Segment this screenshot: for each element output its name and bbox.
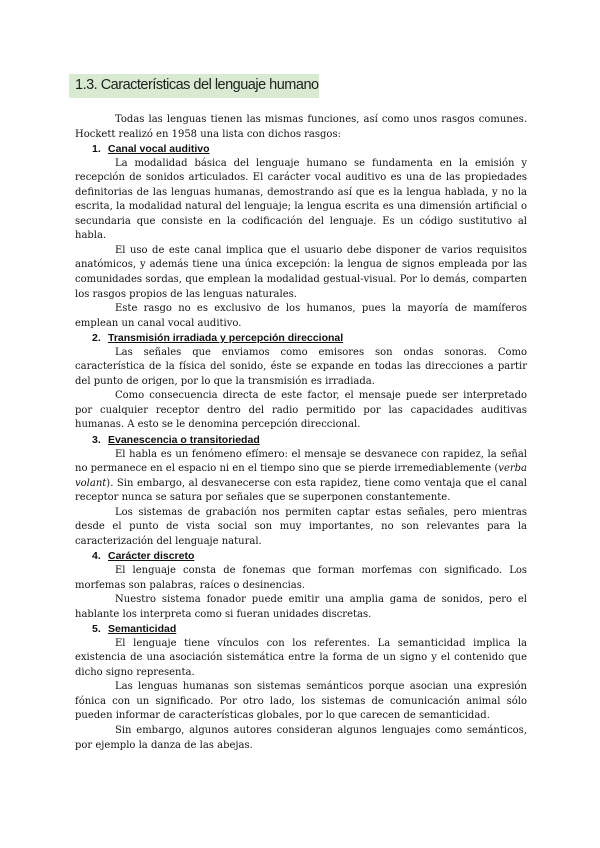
list-item-label: Evanescencia o transitoriedad: [108, 434, 260, 447]
list-item-number: 4.: [92, 550, 101, 563]
list-item-heading: [75, 142, 527, 157]
text-run: El habla es un fenómeno efímero: el mensaje se desvanece con rapidez, la señal no permanece en el espacio ni en el tiempo sino que se pierde irremediablemente (: [75, 448, 527, 475]
list-item-heading: [75, 331, 527, 346]
list-item-heading: [75, 433, 527, 448]
list-item-label: Transmisión irradiada y percepción direccional: [108, 332, 344, 345]
paragraph: Sin embargo, algunos autores consideran algunos lenguajes como semánticos, por ejemplo la danza de las abejas.: [75, 724, 527, 751]
text-run: ). Sin embargo, al desvanecerse con esta rapidez, tiene como ventaja que el canal receptor nunca se satura por señales que se superponen constantemente.: [75, 477, 527, 504]
paragraph: El uso de este canal implica que el usuario debe disponer de varios requisitos anatómicos, y además tiene una única excepción: la lengua de signos empleada por las comunidades sordas, que emplean la modalidad gestual-visual. Por lo demás, comparten los rasgos propios de las lenguas naturales.: [75, 244, 527, 300]
paragraph: Las señales que enviamos como emisores son ondas sonoras. Como característica de la física del sonido, éste se expande en todas las direcciones a partir del punto de origen, por lo que la transmisión es irradiada.: [75, 346, 527, 387]
list-item-number: 3.: [92, 434, 101, 447]
latin-phrase: verba volant: [75, 463, 528, 489]
paragraph: Como consecuencia directa de este factor, el mensaje puede ser interpretado por cualquier receptor dentro del radio permitido por las capacidades auditivas humanas. A esto se le denomina percepción direccional.: [75, 390, 527, 431]
list-item-label: Carácter discreto: [108, 550, 195, 563]
paragraph: [75, 448, 527, 506]
paragraph: Nuestro sistema fonador puede emitir una amplia gama de sonidos, pero el hablante los interpreta como si fueran unidades discretas.: [75, 594, 527, 620]
paragraph: Este rasgo no es exclusivo de los humanos, pues la mayoría de mamíferos emplean un canal vocal auditivo.: [75, 303, 527, 329]
list-item-number: 5.: [92, 623, 101, 636]
list-item-number: 1.: [92, 143, 101, 156]
list-item-label: Canal vocal auditivo: [108, 143, 210, 156]
list-item-number: 2.: [92, 332, 101, 345]
intro-paragraph: Todas las lenguas tienen las mismas funciones, así como unos rasgos comunes. Hockett realizó en 1958 una lista con dichos rasgos:: [75, 114, 527, 140]
paragraph: Las lenguas humanas son sistemas semánticos porque asocian una expresión fónica con un significado. Por otro lado, los sistemas de comunicación animal sólo pueden informar de características globales, por lo que carecen de semanticidad.: [75, 681, 527, 722]
list-item-heading: [75, 622, 527, 637]
list-item-heading: [75, 549, 527, 564]
paragraph: El lenguaje consta de fonemas que forman morfemas con significado. Los morfemas son palabras, raíces o desinencias.: [75, 564, 527, 591]
list-item-label: Semanticidad: [108, 623, 177, 636]
paragraph: La modalidad básica del lenguaje humano se fundamenta en la emisión y recepción de sonidos articulados. El carácter vocal auditivo es una de las propiedades definitorias de las lenguas humanas, demostrando así que es la lengua hablada, y no la escrita, la modalidad natural del lenguaje; la lengua escrita es una dimensión artificial o secundaria que consiste en la codificación del lenguaje. Es un código sustitutivo al habla.: [75, 157, 527, 242]
document-body: [75, 113, 527, 753]
paragraph: Los sistemas de grabación nos permiten captar estas señales, pero mientras desde el punto de vista social son muy importantes, no son relevantes para la caracterización del lenguaje natural.: [75, 506, 527, 547]
paragraph: El lenguaje tiene vínculos con los referentes. La semanticidad implica la existencia de una asociación sistemática entre la forma de un signo y el contenido que dicho signo representa.: [75, 637, 527, 678]
section-heading: 1.3. Características del lenguaje humano: [69, 74, 319, 98]
